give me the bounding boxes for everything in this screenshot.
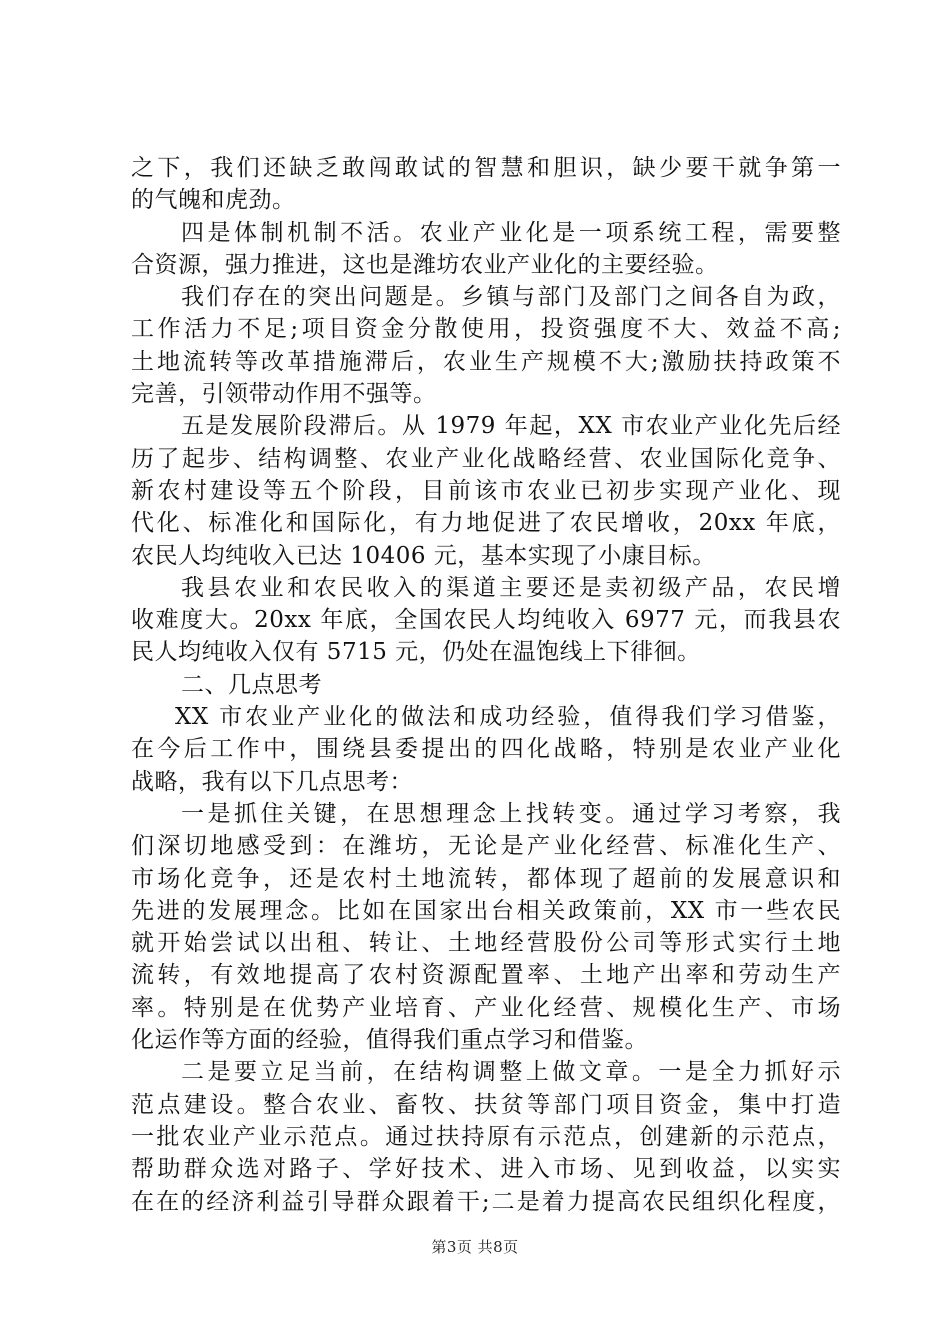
- text-line: 在在的经济利益引导群众跟着干;二是着力提高农民组织化程度，: [131, 1188, 841, 1215]
- text-line: 收难度大。20xx 年底，全国农民人均纯收入 6977 元，而我县农: [131, 607, 841, 634]
- text-line: 先进的发展理念。比如在国家出台相关政策前，XX 市一些农民: [131, 897, 841, 924]
- text-line: 我们存在的突出问题是。乡镇与部门及部门之间各自为政，: [181, 284, 841, 311]
- text-line: 代化、标准化和国际化，有力地促进了农民增收，20xx 年底，: [131, 510, 841, 537]
- text-line: 战略，我有以下几点思考：: [131, 768, 413, 795]
- text-line: 们深切地感受到：在潍坊，无论是产业化经营、标准化生产、: [131, 833, 841, 860]
- text-line: 在今后工作中，围绕县委提出的四化战略，特别是农业产业化: [131, 736, 841, 763]
- text-line: 历了起步、结构调整、农业产业化战略经营、农业国际化竞争、: [131, 445, 841, 472]
- text-line: 完善，引领带动作用不强等。: [131, 381, 437, 408]
- section-heading: 二、几点思考: [181, 671, 322, 698]
- text-line: 流转，有效地提高了农村资源配置率、土地产出率和劳动生产: [131, 962, 841, 989]
- text-line: 化运作等方面的经验，值得我们重点学习和借鉴。: [131, 1027, 648, 1054]
- text-line: 四是体制机制不活。农业产业化是一项系统工程，需要整: [181, 219, 841, 246]
- text-line: 的气魄和虎劲。: [131, 187, 296, 214]
- text-line: 民人均纯收入仅有 5715 元，仍处在温饱线上下徘徊。: [131, 639, 701, 666]
- page-footer: 第3页 共8页: [431, 1238, 519, 1256]
- text-line: 范点建设。整合农业、畜牧、扶贫等部门项目资金，集中打造: [131, 1091, 841, 1118]
- text-line: 率。特别是在优势产业培育、产业化经营、规模化生产、市场: [131, 994, 841, 1021]
- text-line: 五是发展阶段滞后。从 1979 年起，XX 市农业产业化先后经: [181, 413, 841, 440]
- text-line: 合资源，强力推进，这也是潍坊农业产业化的主要经验。: [131, 251, 719, 278]
- body-text: [131, 152, 841, 1218]
- text-line: 之下，我们还缺乏敢闯敢试的智慧和胆识，缺少要干就争第一: [131, 155, 841, 181]
- text-line: 市场化竞争，还是农村土地流转，都体现了超前的发展意识和: [131, 865, 841, 892]
- text-line: 一批农业产业示范点。通过扶持原有示范点，创建新的示范点，: [131, 1123, 841, 1150]
- text-line: 农民人均纯收入已达 10406 元，基本实现了小康目标。: [131, 542, 716, 569]
- text-line: 就开始尝试以出租、转让、土地经营股份公司等形式实行土地: [131, 930, 841, 957]
- text-line: 工作活力不足;项目资金分散使用，投资强度不大、效益不高;: [131, 316, 841, 343]
- text-line: 我县农业和农民收入的渠道主要还是卖初级产品，农民增: [181, 574, 841, 601]
- text-line: 二是要立足当前，在结构调整上做文章。一是全力抓好示: [181, 1059, 841, 1086]
- text-line: 一是抓住关键，在思想理念上找转变。通过学习考察，我: [181, 800, 841, 827]
- text-line: 土地流转等改革措施滞后，农业生产规模不大;激励扶持政策不: [131, 348, 841, 375]
- text-line: 新农村建设等五个阶段，目前该市农业已初步实现产业化、现: [131, 477, 841, 504]
- text-line: XX 市农业产业化的做法和成功经验，值得我们学习借鉴，: [175, 704, 841, 731]
- text-line: 帮助群众选对路子、学好技术、进入市场、见到收益，以实实: [131, 1156, 841, 1183]
